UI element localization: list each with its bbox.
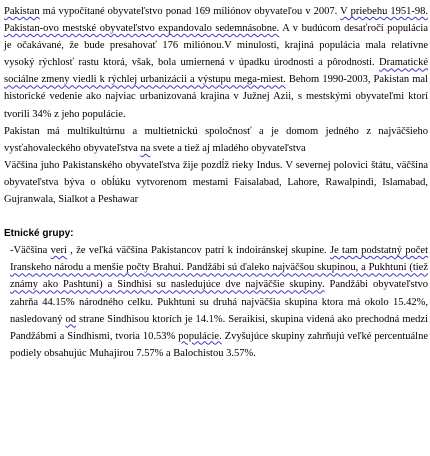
spell-flagged-text: populácie. [178,330,222,342]
blank-line [4,208,428,225]
paragraph-multicultural [4,123,428,157]
section-heading: Etnické grupy: [4,228,74,240]
paragraph-text: -Väčšina [10,245,51,257]
spell-flagged-text: Dramatické sociálne zmeny viedli k rýchlej urbanizácii a výstupu mega-miest. [4,57,428,86]
paragraph-text: , že veľká väčšina Pakistancov patrí k indoiránskej skupine. [66,245,330,257]
spell-flagged-text: Je tam podstatný počet Iranskeho národu a menšie počty Brahui. Pandžábi sú ďaleko najväčšou skupinou, a Pukhtuni (tiež známy ako Pashtuni) a Sindhisi su nasledujúce dve najväčšie skupiny. [10,245,428,291]
paragraph-text: Pandžábi obyvateľstvo zahrňa 44.15% národného celku. Pukhtuni su druhá najväčšia skupina ktora má okolo 15.42%, nasledovaný [10,279,428,325]
document-page [4,3,428,362]
paragraph-text: strane Sindhisou ktorích je 14.1%. Seraikisi, skupina videná ako prechodná medzi Pandžábmi a Sindhismi, tvoria 10.53% [10,313,428,342]
paragraph-distribution [4,157,428,208]
spell-flagged-text: Pakistan [4,6,40,17]
paragraph-text: svete a tiež aj mladého obyvateľstva [150,142,306,154]
paragraph-text: A v budúcom desaťročí populácia je očakávané, že bude presahovať 176 miliónou.V minulosti, krajiná populácia mala relatívne vysoký rýchlosť rastu ktorá, však, bola umiernená v úpadku úrodnosti a pôrodnosti. [4,23,428,69]
paragraph-text: Zvyšujúce skupiny zahrňujú veľké percentuálne podiely obsahujúc Muhajirou 7.57% a Balochistou 3.57%. [10,330,428,359]
paragraph-text: má vypočítané obyvateľstvo ponad 169 miliónov obyvateľou v 2007. [39,6,341,17]
paragraph-text: Väčšina juho Pakistanského obyvateľstva žije pozdĺž rieky Indus. V severnej polovici štátu, väčšina obyvateľstva býva o obĺúku vytvorenom mestami Faisalabad, Lahore, Rawalpindi, Islamabad, Gujranwala, Sialkot a Peshawar [4,159,428,206]
paragraph-text: Behom 1990-2003, Pakistan mal historické vedenie ako najviac urbanizovaná krajina v Južnej Azii, s mestskými obyvateľmi ktorí tvorili 34% z jeho populácie. [4,74,428,120]
spell-flagged-text: veri [50,245,67,257]
paragraph-text: Pakistan má multikultúrnu a multietnickú spoločnosť a je domom jedného z najväčšieho vysťahovaleckého obyvateľstva [4,125,428,154]
spell-flagged-text: od [65,313,77,325]
spell-flagged-text: na [140,142,151,154]
paragraph-ethnic-groups [4,242,428,362]
spell-flagged-text: V priebehu 1951-98. Pakistan-ovo mestské obyvateľstvo expandovalo sedemnásobne. [4,6,428,35]
paragraph-population [4,3,428,123]
